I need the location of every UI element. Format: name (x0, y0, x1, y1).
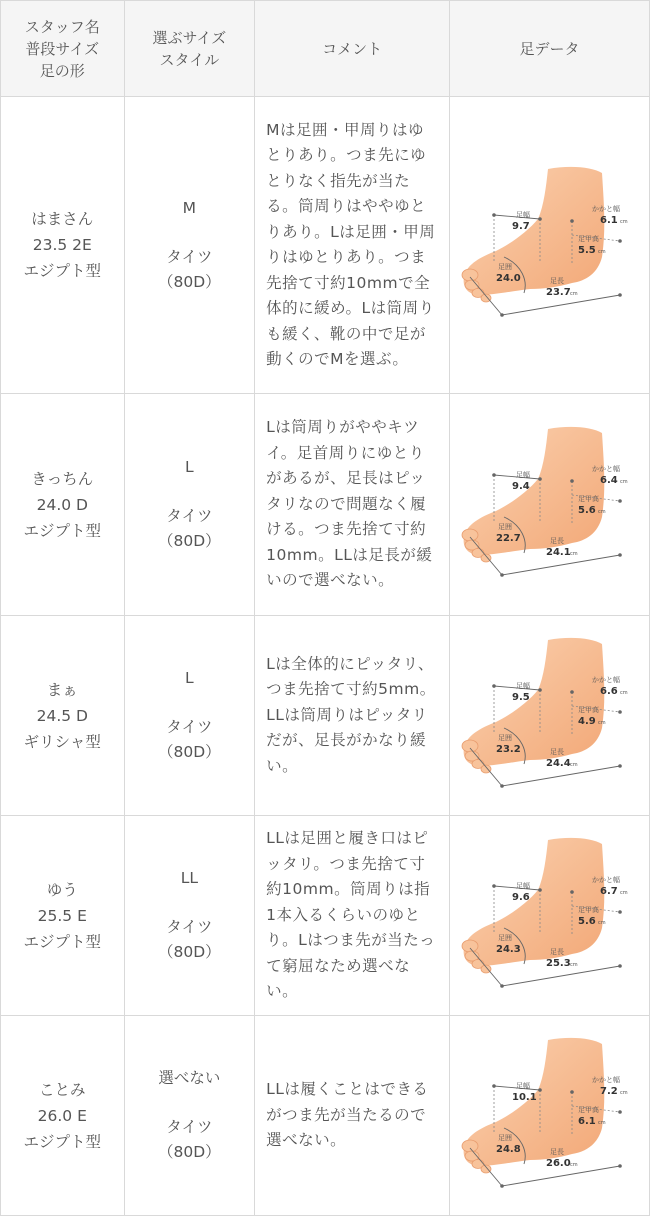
usual-size: 24.5 D (36, 706, 88, 725)
heel-width-value: 6.1 (599, 215, 618, 226)
foot-shape-icon (463, 426, 604, 554)
header-foot: 足データ (450, 1, 650, 97)
usual-size: 26.0 E (37, 1106, 87, 1125)
header-comment: コメント (255, 1, 450, 97)
table-row (1, 394, 650, 616)
length-value: 24.1 (545, 546, 571, 558)
foot-illustration (460, 165, 640, 325)
staff-cell (1, 1016, 125, 1216)
length-label: 足長 (549, 747, 564, 756)
width-value: 10.1 (511, 1091, 537, 1103)
length-unit: cm (569, 291, 578, 297)
foot-shape-icon (463, 167, 604, 295)
length-value: 24.4 (545, 757, 571, 769)
length-value: 23.7 (545, 287, 571, 298)
chosen-size: L (185, 458, 194, 476)
girth-label: 足囲 (497, 263, 512, 271)
instep-unit: cm (597, 508, 606, 515)
foot-shape: エジプト型 (23, 932, 102, 951)
length-value: 25.3 (545, 957, 571, 969)
foot-illustration (460, 836, 640, 996)
size-cell (124, 394, 255, 616)
foot-shape-icon (463, 837, 604, 965)
instep-label: 足甲高 (577, 1105, 599, 1114)
length-value: 26.0 (545, 1157, 571, 1169)
header-staff-line: 普段サイズ (25, 39, 100, 58)
girth-value: 24.8 (495, 1143, 521, 1155)
header-size-line: スタイル (159, 50, 220, 69)
instep-value: 5.5 (577, 245, 596, 256)
comment-cell (255, 1016, 450, 1216)
heel-width-value: 6.7 (599, 885, 618, 897)
instep-value: 5.6 (577, 504, 596, 516)
style: タイツ (166, 247, 213, 266)
heel-width-value: 7.2 (599, 1085, 618, 1097)
heel-width-unit: cm (619, 478, 628, 485)
header-staff (1, 1, 125, 97)
girth-label: 足囲 (497, 933, 512, 942)
usual-size: 24.0 D (36, 495, 88, 514)
style: タイツ (166, 918, 213, 936)
heel-width-label: かかと幅 (591, 875, 620, 884)
style: タイツ (166, 718, 213, 736)
foot-shape: ギリシャ型 (23, 732, 101, 751)
staff-cell (1, 616, 125, 816)
staff-name: ことみ (39, 1080, 86, 1099)
width-label: 足幅 (515, 681, 530, 690)
foot-illustration (460, 1036, 640, 1196)
girth-value: 22.7 (495, 532, 521, 544)
header-row (1, 1, 650, 97)
chosen-size: L (185, 669, 194, 687)
instep-label: 足甲高 (577, 494, 599, 503)
table-row (1, 1016, 650, 1216)
length-unit: cm (569, 1161, 578, 1168)
chosen-size: M (182, 198, 197, 217)
foot-data-cell (450, 97, 650, 394)
staff-cell (1, 394, 125, 616)
length-unit: cm (569, 550, 578, 557)
instep-label: 足甲高 (577, 905, 599, 914)
instep-label: 足甲高 (577, 235, 599, 243)
width-label: 足幅 (515, 470, 530, 479)
heel-width-unit: cm (619, 689, 628, 696)
heel-width-unit: cm (619, 219, 628, 225)
usual-size: 23.5 2E (32, 236, 92, 254)
header-staff-line: 足の形 (39, 61, 85, 80)
instep-unit: cm (597, 249, 606, 255)
instep-unit: cm (597, 919, 606, 926)
header-size-line: 選ぶサイズ (152, 28, 227, 47)
width-label: 足幅 (515, 1081, 530, 1090)
foot-shape-icon (463, 637, 604, 765)
instep-unit: cm (597, 1119, 606, 1126)
girth-label: 足囲 (497, 522, 512, 531)
comment-cell (255, 816, 450, 1016)
foot-data-cell (450, 1016, 650, 1216)
staff-cell (1, 97, 125, 394)
comment-text: LLは履くことはできるがつま先が当たるので選べない。 (266, 1080, 429, 1150)
table-row (1, 616, 650, 816)
staff-cell (1, 816, 125, 1016)
denier: （80D） (158, 532, 221, 550)
foot-shape: エジプト型 (23, 521, 102, 540)
style: タイツ (166, 507, 213, 525)
instep-label: 足甲高 (577, 705, 599, 714)
comment-cell (255, 616, 450, 816)
table-row (1, 97, 650, 394)
length-label: 足長 (549, 1147, 564, 1156)
denier: （80D） (158, 272, 221, 291)
length-label: 足長 (549, 536, 564, 545)
instep-value: 5.6 (577, 915, 596, 927)
width-value: 9.4 (511, 480, 530, 492)
denier: （80D） (158, 743, 221, 761)
heel-width-label: かかと幅 (591, 675, 620, 684)
girth-value: 23.2 (495, 743, 521, 755)
heel-width-value: 6.6 (599, 685, 618, 697)
instep-value: 4.9 (577, 715, 596, 727)
width-value: 9.6 (511, 891, 530, 903)
denier: （80D） (158, 943, 221, 961)
foot-data-cell (450, 616, 650, 816)
heel-width-label: かかと幅 (591, 205, 620, 213)
usual-size: 25.5 E (37, 906, 87, 925)
comment-text: Mは足囲・甲周りはゆとりあり。つま先にゆとりなく指先が当たる。筒周りはややゆとりあり。Lは足囲・甲周りはゆとりあり。つま先捨て寸約10mmで全体的に緩め。Lは筒周りも緩く、靴の中で足が動くのでMを選ぶ。 (266, 120, 436, 368)
length-label: 足長 (549, 277, 564, 285)
comment-text: Lは全体的にピッタリ、つま先捨て寸約5mm。LLは筒周りはピッタリだが、足長がかなり緩い。 (266, 654, 436, 775)
heel-width-unit: cm (619, 889, 628, 896)
girth-value: 24.3 (495, 943, 521, 955)
chosen-size: 選べない (158, 1069, 221, 1087)
denier: （80D） (158, 1143, 221, 1161)
staff-name: はまさん (31, 210, 94, 228)
table-row (1, 816, 650, 1016)
staff-name: まぁ (46, 680, 78, 699)
header-staff-line: スタッフ名 (24, 17, 100, 36)
size-cell (124, 97, 255, 394)
instep-value: 6.1 (577, 1115, 596, 1127)
comment-text: LLは足囲と履き口はピッタリ。つま先捨て寸約10mm。筒周りは指1本入るくらいのゆとり。Lはつま先が当たって窮屈なため選べない。 (266, 829, 436, 1001)
size-cell (124, 816, 255, 1016)
chosen-size: LL (180, 869, 198, 887)
foot-data-cell (450, 394, 650, 616)
foot-data-cell (450, 816, 650, 1016)
comment-text: Lは筒周りがややキツイ。足首周りにゆとりがあるが、足長はピッタリなので問題なく履ける。つま先捨て寸約10mm。LLは足長が緩いので選べない。 (266, 418, 433, 590)
heel-width-unit: cm (619, 1089, 628, 1096)
header-size (124, 1, 255, 97)
girth-label: 足囲 (497, 1133, 512, 1142)
foot-shape: エジプト型 (23, 262, 102, 280)
heel-width-value: 6.4 (599, 474, 618, 486)
foot-illustration (460, 425, 640, 585)
foot-shape: エジプト型 (23, 1132, 102, 1151)
comment-cell (255, 394, 450, 616)
width-label: 足幅 (515, 881, 530, 890)
length-unit: cm (569, 761, 578, 768)
heel-width-label: かかと幅 (591, 1075, 620, 1084)
foot-illustration (460, 636, 640, 796)
size-cell (124, 1016, 255, 1216)
staff-name: ゆう (46, 880, 78, 899)
width-value: 9.5 (511, 691, 530, 703)
girth-value: 24.0 (495, 273, 521, 284)
staff-name: きっちん (31, 469, 94, 488)
girth-label: 足囲 (497, 733, 512, 742)
length-unit: cm (569, 961, 578, 968)
width-value: 9.7 (511, 221, 530, 232)
instep-unit: cm (597, 719, 606, 726)
size-cell (124, 616, 255, 816)
length-label: 足長 (549, 947, 564, 956)
width-label: 足幅 (515, 211, 530, 219)
comment-cell (255, 97, 450, 394)
style: タイツ (166, 1118, 213, 1136)
heel-width-label: かかと幅 (591, 464, 620, 473)
